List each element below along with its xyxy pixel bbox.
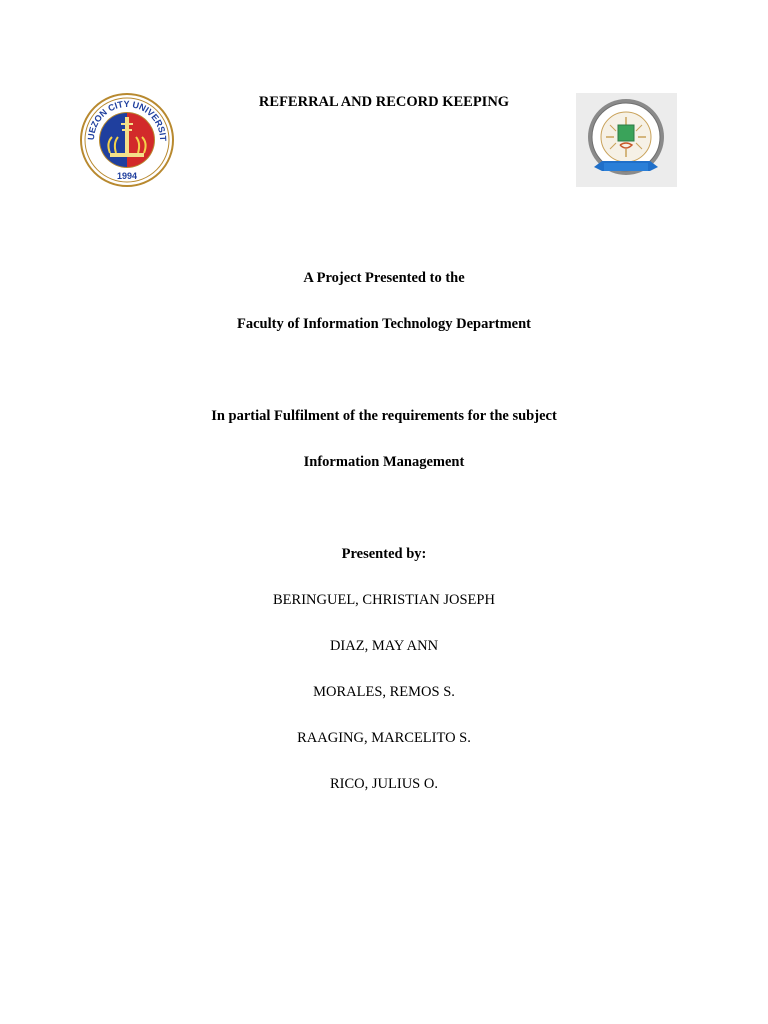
project-line: A Project Presented to the [303, 270, 465, 286]
presenter-name: MORALES, REMOS S. [313, 684, 455, 700]
seal-ring-text: UEZON CITY UNIVERSIT [85, 98, 169, 142]
fulfilment-line: In partial Fulfilment of the requirements for the subject [211, 408, 557, 424]
presenter-name: RAAGING, MARCELITO S. [297, 730, 471, 746]
presented-by-label: Presented by: [341, 546, 427, 562]
presenter-name: RICO, JULIUS O. [330, 776, 438, 792]
document-title: REFERRAL AND RECORD KEEPING [258, 94, 510, 110]
presenter-name: DIAZ, MAY ANN [329, 638, 439, 654]
subject-line: Information Management [303, 454, 465, 470]
presenter-name: BERINGUEL, CHRISTIAN JOSEPH [273, 592, 495, 608]
faculty-line: Faculty of Information Technology Department [236, 316, 531, 332]
seal-year: 1994 [116, 171, 138, 181]
